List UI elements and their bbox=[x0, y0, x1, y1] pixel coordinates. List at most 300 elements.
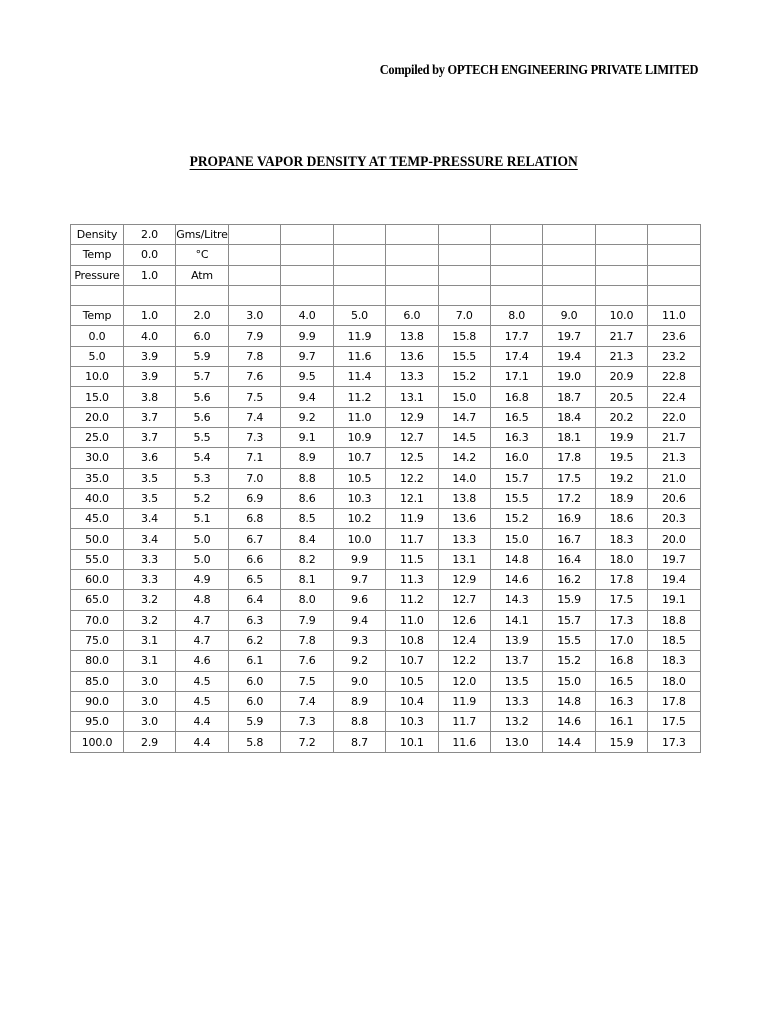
table-cell: 19.0 bbox=[543, 367, 595, 387]
table-cell: 8.0 bbox=[490, 306, 542, 326]
table-cell: Gms/Litre bbox=[176, 225, 229, 245]
table-cell bbox=[281, 225, 333, 245]
table-cell: 19.2 bbox=[595, 468, 647, 488]
blank-row bbox=[71, 285, 701, 305]
table-cell bbox=[281, 265, 333, 285]
table-cell bbox=[333, 285, 385, 305]
table-cell: 9.2 bbox=[333, 651, 385, 671]
table-cell: 14.2 bbox=[438, 448, 490, 468]
table-cell: 20.9 bbox=[595, 367, 647, 387]
table-cell: 11.7 bbox=[386, 529, 438, 549]
table-cell: 2.0 bbox=[176, 306, 229, 326]
density-table-body bbox=[71, 225, 701, 753]
table-cell bbox=[229, 285, 281, 305]
table-cell: 13.9 bbox=[490, 630, 542, 650]
table-row bbox=[71, 326, 701, 346]
table-cell: 13.1 bbox=[438, 549, 490, 569]
table-cell: 17.5 bbox=[648, 712, 700, 732]
table-cell: 7.5 bbox=[229, 387, 281, 407]
table-cell: 15.0 bbox=[543, 671, 595, 691]
table-cell: 6.0 bbox=[176, 326, 229, 346]
table-cell: 15.2 bbox=[543, 651, 595, 671]
table-cell: 18.8 bbox=[648, 610, 700, 630]
table-cell: 3.6 bbox=[124, 448, 176, 468]
info-row bbox=[71, 225, 701, 245]
table-row bbox=[71, 367, 701, 387]
table-cell: 75.0 bbox=[71, 630, 124, 650]
table-row bbox=[71, 610, 701, 630]
table-cell: 11.7 bbox=[438, 712, 490, 732]
table-cell: 16.8 bbox=[595, 651, 647, 671]
table-cell: 17.4 bbox=[490, 346, 542, 366]
table-cell: 7.3 bbox=[229, 427, 281, 447]
table-cell: 10.9 bbox=[333, 427, 385, 447]
table-cell bbox=[490, 245, 542, 265]
table-cell: 10.8 bbox=[386, 630, 438, 650]
table-cell: 10.7 bbox=[386, 651, 438, 671]
table-cell: 17.8 bbox=[648, 691, 700, 711]
table-cell: 16.3 bbox=[490, 427, 542, 447]
table-cell: 11.0 bbox=[386, 610, 438, 630]
table-cell: 7.4 bbox=[281, 691, 333, 711]
table-cell: 15.5 bbox=[438, 346, 490, 366]
table-cell: 10.0 bbox=[333, 529, 385, 549]
table-cell bbox=[648, 285, 700, 305]
compiled-by-note: Compiled by OPTECH ENGINEERING PRIVATE LIMITED bbox=[379, 62, 698, 77]
table-cell: 3.0 bbox=[124, 691, 176, 711]
table-cell: 17.3 bbox=[595, 610, 647, 630]
table-cell: 11.6 bbox=[438, 732, 490, 752]
table-row bbox=[71, 346, 701, 366]
table-cell: 13.0 bbox=[490, 732, 542, 752]
table-cell bbox=[438, 225, 490, 245]
table-cell: 6.9 bbox=[229, 488, 281, 508]
table-cell: 3.9 bbox=[124, 346, 176, 366]
table-cell bbox=[543, 225, 595, 245]
table-cell bbox=[543, 285, 595, 305]
table-cell bbox=[71, 285, 124, 305]
table-cell bbox=[333, 225, 385, 245]
table-cell: 3.7 bbox=[124, 407, 176, 427]
table-cell: 17.1 bbox=[490, 367, 542, 387]
table-cell: 6.3 bbox=[229, 610, 281, 630]
table-cell: 9.0 bbox=[333, 671, 385, 691]
table-row bbox=[71, 651, 701, 671]
table-row bbox=[71, 590, 701, 610]
table-cell bbox=[490, 265, 542, 285]
table-cell: 15.0 bbox=[438, 387, 490, 407]
table-cell: 4.7 bbox=[176, 610, 229, 630]
table-cell: 23.6 bbox=[648, 326, 700, 346]
table-row bbox=[71, 529, 701, 549]
table-cell: 17.7 bbox=[490, 326, 542, 346]
table-cell: 21.0 bbox=[648, 468, 700, 488]
table-cell: 11.9 bbox=[438, 691, 490, 711]
table-cell: 9.5 bbox=[281, 367, 333, 387]
table-cell: 9.9 bbox=[281, 326, 333, 346]
table-cell: 3.8 bbox=[124, 387, 176, 407]
table-cell: 9.4 bbox=[333, 610, 385, 630]
table-cell: 80.0 bbox=[71, 651, 124, 671]
table-cell: 5.0 bbox=[333, 306, 385, 326]
table-cell bbox=[438, 265, 490, 285]
table-cell: 13.3 bbox=[490, 691, 542, 711]
table-cell: 5.7 bbox=[176, 367, 229, 387]
table-cell: 19.7 bbox=[543, 326, 595, 346]
table-cell: 4.0 bbox=[124, 326, 176, 346]
table-cell: 7.1 bbox=[229, 448, 281, 468]
table-cell: 12.2 bbox=[438, 651, 490, 671]
table-cell: 19.4 bbox=[648, 570, 700, 590]
table-cell: 9.0 bbox=[543, 306, 595, 326]
table-cell: 22.0 bbox=[648, 407, 700, 427]
table-cell: 15.7 bbox=[490, 468, 542, 488]
table-cell: 6.2 bbox=[229, 630, 281, 650]
table-cell: 8.8 bbox=[333, 712, 385, 732]
table-cell: 3.0 bbox=[124, 712, 176, 732]
table-cell: 6.4 bbox=[229, 590, 281, 610]
table-row bbox=[71, 407, 701, 427]
table-cell bbox=[386, 265, 438, 285]
table-cell: 12.9 bbox=[438, 570, 490, 590]
table-cell: 12.6 bbox=[438, 610, 490, 630]
table-cell: Atm bbox=[176, 265, 229, 285]
table-cell: 8.6 bbox=[281, 488, 333, 508]
table-cell: 12.1 bbox=[386, 488, 438, 508]
table-cell: 15.5 bbox=[543, 630, 595, 650]
table-cell: 18.0 bbox=[648, 671, 700, 691]
table-cell: 14.8 bbox=[543, 691, 595, 711]
table-cell: 15.2 bbox=[490, 509, 542, 529]
table-row bbox=[71, 488, 701, 508]
table-cell: 14.3 bbox=[490, 590, 542, 610]
table-row bbox=[71, 509, 701, 529]
table-cell: 12.7 bbox=[386, 427, 438, 447]
table-cell: 17.8 bbox=[595, 570, 647, 590]
table-cell: 40.0 bbox=[71, 488, 124, 508]
table-row bbox=[71, 448, 701, 468]
table-cell: 65.0 bbox=[71, 590, 124, 610]
table-cell: 10.0 bbox=[595, 306, 647, 326]
table-cell: 15.8 bbox=[438, 326, 490, 346]
table-cell: 11.2 bbox=[333, 387, 385, 407]
table-cell: 3.2 bbox=[124, 590, 176, 610]
table-cell: 21.3 bbox=[648, 448, 700, 468]
table-cell: 11.3 bbox=[386, 570, 438, 590]
table-cell: 14.1 bbox=[490, 610, 542, 630]
table-cell: 12.2 bbox=[386, 468, 438, 488]
table-cell bbox=[490, 225, 542, 245]
table-cell: 11.9 bbox=[386, 509, 438, 529]
table-cell: 14.7 bbox=[438, 407, 490, 427]
table-cell: 4.6 bbox=[176, 651, 229, 671]
table-cell: 7.0 bbox=[438, 306, 490, 326]
table-cell bbox=[543, 245, 595, 265]
table-cell: 3.0 bbox=[229, 306, 281, 326]
table-cell: 17.2 bbox=[543, 488, 595, 508]
density-table bbox=[70, 224, 701, 753]
table-cell: 8.9 bbox=[281, 448, 333, 468]
table-row bbox=[71, 732, 701, 752]
table-cell: 8.1 bbox=[281, 570, 333, 590]
table-cell: 13.1 bbox=[386, 387, 438, 407]
table-cell: 9.6 bbox=[333, 590, 385, 610]
table-cell: 8.5 bbox=[281, 509, 333, 529]
table-cell bbox=[281, 285, 333, 305]
table-cell: 8.2 bbox=[281, 549, 333, 569]
table-cell: Density bbox=[71, 225, 124, 245]
table-cell: 3.7 bbox=[124, 427, 176, 447]
table-cell: 5.0 bbox=[176, 549, 229, 569]
table-cell: 6.6 bbox=[229, 549, 281, 569]
table-cell: 3.4 bbox=[124, 529, 176, 549]
table-cell: 70.0 bbox=[71, 610, 124, 630]
table-cell: 12.7 bbox=[438, 590, 490, 610]
table-cell: 13.6 bbox=[386, 346, 438, 366]
table-cell bbox=[648, 225, 700, 245]
table-cell: 18.6 bbox=[595, 509, 647, 529]
table-cell bbox=[490, 285, 542, 305]
table-cell: 3.3 bbox=[124, 549, 176, 569]
table-cell: 6.0 bbox=[229, 691, 281, 711]
table-cell: 15.2 bbox=[438, 367, 490, 387]
table-cell: 7.2 bbox=[281, 732, 333, 752]
table-cell bbox=[648, 265, 700, 285]
table-cell: 15.0 bbox=[71, 387, 124, 407]
table-cell: 100.0 bbox=[71, 732, 124, 752]
table-row bbox=[71, 387, 701, 407]
table-cell: 20.3 bbox=[648, 509, 700, 529]
table-cell: Pressure bbox=[71, 265, 124, 285]
table-cell: 16.5 bbox=[490, 407, 542, 427]
table-cell: 0.0 bbox=[124, 245, 176, 265]
table-cell: 12.4 bbox=[438, 630, 490, 650]
table-cell: 16.9 bbox=[543, 509, 595, 529]
table-row bbox=[71, 468, 701, 488]
table-cell: 13.8 bbox=[386, 326, 438, 346]
table-cell: 11.9 bbox=[333, 326, 385, 346]
table-cell: 10.1 bbox=[386, 732, 438, 752]
table-cell: 19.5 bbox=[595, 448, 647, 468]
table-cell: 9.3 bbox=[333, 630, 385, 650]
table-cell bbox=[229, 225, 281, 245]
table-cell bbox=[229, 265, 281, 285]
table-cell: 10.4 bbox=[386, 691, 438, 711]
table-cell: 6.0 bbox=[229, 671, 281, 691]
table-cell: 5.0 bbox=[71, 346, 124, 366]
table-cell: 14.6 bbox=[490, 570, 542, 590]
table-cell: 16.7 bbox=[543, 529, 595, 549]
table-cell: 10.5 bbox=[333, 468, 385, 488]
header-row bbox=[71, 306, 701, 326]
table-cell: 4.5 bbox=[176, 671, 229, 691]
table-cell: 2.0 bbox=[124, 225, 176, 245]
table-cell: 4.8 bbox=[176, 590, 229, 610]
table-cell: 3.2 bbox=[124, 610, 176, 630]
table-cell: 5.9 bbox=[176, 346, 229, 366]
table-cell: 20.0 bbox=[648, 529, 700, 549]
table-cell: 11.5 bbox=[386, 549, 438, 569]
table-cell bbox=[124, 285, 176, 305]
table-cell: 10.0 bbox=[71, 367, 124, 387]
table-cell: 8.4 bbox=[281, 529, 333, 549]
table-cell: 14.5 bbox=[438, 427, 490, 447]
table-cell: 2.9 bbox=[124, 732, 176, 752]
table-cell: 10.3 bbox=[386, 712, 438, 732]
table-cell: 85.0 bbox=[71, 671, 124, 691]
table-cell: 18.7 bbox=[543, 387, 595, 407]
table-cell: 14.6 bbox=[543, 712, 595, 732]
table-cell: 6.7 bbox=[229, 529, 281, 549]
table-cell: 55.0 bbox=[71, 549, 124, 569]
table-row bbox=[71, 570, 701, 590]
table-cell: 11.4 bbox=[333, 367, 385, 387]
table-cell: 16.2 bbox=[543, 570, 595, 590]
table-cell: 9.9 bbox=[333, 549, 385, 569]
table-cell: Temp bbox=[71, 245, 124, 265]
table-cell: 5.6 bbox=[176, 407, 229, 427]
table-cell: 3.1 bbox=[124, 651, 176, 671]
table-cell: 5.8 bbox=[229, 732, 281, 752]
table-cell: 25.0 bbox=[71, 427, 124, 447]
table-cell bbox=[333, 265, 385, 285]
table-cell: 8.0 bbox=[281, 590, 333, 610]
table-cell: 4.4 bbox=[176, 712, 229, 732]
table-cell: 13.3 bbox=[438, 529, 490, 549]
table-cell: 17.0 bbox=[595, 630, 647, 650]
table-cell bbox=[648, 245, 700, 265]
table-cell: 20.6 bbox=[648, 488, 700, 508]
table-cell: 15.7 bbox=[543, 610, 595, 630]
table-cell: 5.3 bbox=[176, 468, 229, 488]
info-row bbox=[71, 245, 701, 265]
table-cell: 16.0 bbox=[490, 448, 542, 468]
table-cell: 20.5 bbox=[595, 387, 647, 407]
table-cell: 9.7 bbox=[333, 570, 385, 590]
table-cell: 19.9 bbox=[595, 427, 647, 447]
table-cell: 15.0 bbox=[490, 529, 542, 549]
table-cell: 9.1 bbox=[281, 427, 333, 447]
table-cell: 30.0 bbox=[71, 448, 124, 468]
table-cell: 35.0 bbox=[71, 468, 124, 488]
table-cell bbox=[386, 245, 438, 265]
table-cell: 14.4 bbox=[543, 732, 595, 752]
table-cell: 17.8 bbox=[543, 448, 595, 468]
table-cell: 13.2 bbox=[490, 712, 542, 732]
table-cell: 16.8 bbox=[490, 387, 542, 407]
table-cell: 6.8 bbox=[229, 509, 281, 529]
table-cell: 20.0 bbox=[71, 407, 124, 427]
table-cell: 95.0 bbox=[71, 712, 124, 732]
table-cell: 3.1 bbox=[124, 630, 176, 650]
table-cell: 11.0 bbox=[648, 306, 700, 326]
table-cell bbox=[543, 265, 595, 285]
table-cell: 9.2 bbox=[281, 407, 333, 427]
table-cell: Temp bbox=[71, 306, 124, 326]
table-cell: 7.5 bbox=[281, 671, 333, 691]
table-row bbox=[71, 549, 701, 569]
table-cell: 12.5 bbox=[386, 448, 438, 468]
table-cell: 9.7 bbox=[281, 346, 333, 366]
table-cell: 5.5 bbox=[176, 427, 229, 447]
table-cell: 16.5 bbox=[595, 671, 647, 691]
table-cell bbox=[333, 245, 385, 265]
table-cell: 5.2 bbox=[176, 488, 229, 508]
table-cell: 16.3 bbox=[595, 691, 647, 711]
table-cell: 1.0 bbox=[124, 306, 176, 326]
table-cell: 15.9 bbox=[595, 732, 647, 752]
table-cell: 18.3 bbox=[648, 651, 700, 671]
table-cell: 19.7 bbox=[648, 549, 700, 569]
table-cell: 12.0 bbox=[438, 671, 490, 691]
table-cell bbox=[229, 245, 281, 265]
table-cell: 21.7 bbox=[648, 427, 700, 447]
table-cell bbox=[595, 285, 647, 305]
table-cell: 17.5 bbox=[595, 590, 647, 610]
table-cell: 22.8 bbox=[648, 367, 700, 387]
table-cell bbox=[595, 265, 647, 285]
table-cell: 18.3 bbox=[595, 529, 647, 549]
table-cell: 5.4 bbox=[176, 448, 229, 468]
table-row bbox=[71, 427, 701, 447]
table-cell: 13.3 bbox=[386, 367, 438, 387]
table-row bbox=[71, 671, 701, 691]
table-cell: 4.0 bbox=[281, 306, 333, 326]
table-cell: 5.6 bbox=[176, 387, 229, 407]
table-cell bbox=[438, 245, 490, 265]
page-title: PROPANE VAPOR DENSITY AT TEMP-PRESSURE RELATION bbox=[189, 154, 579, 170]
table-cell bbox=[176, 285, 229, 305]
table-cell: 18.4 bbox=[543, 407, 595, 427]
table-cell: 10.2 bbox=[333, 509, 385, 529]
table-cell: 9.4 bbox=[281, 387, 333, 407]
table-cell: 8.8 bbox=[281, 468, 333, 488]
table-cell: 90.0 bbox=[71, 691, 124, 711]
table-cell: 23.2 bbox=[648, 346, 700, 366]
table-cell: 19.4 bbox=[543, 346, 595, 366]
table-cell: 45.0 bbox=[71, 509, 124, 529]
table-cell: 15.9 bbox=[543, 590, 595, 610]
table-cell bbox=[438, 285, 490, 305]
page-title-wrapper bbox=[0, 154, 768, 171]
table-cell bbox=[595, 245, 647, 265]
table-cell bbox=[595, 225, 647, 245]
table-cell: 3.0 bbox=[124, 671, 176, 691]
table-cell: 12.9 bbox=[386, 407, 438, 427]
table-cell: 7.6 bbox=[281, 651, 333, 671]
table-row bbox=[71, 630, 701, 650]
table-cell: 5.1 bbox=[176, 509, 229, 529]
table-cell: 8.7 bbox=[333, 732, 385, 752]
table-cell: 19.1 bbox=[648, 590, 700, 610]
table-cell: 1.0 bbox=[124, 265, 176, 285]
table-cell: 10.5 bbox=[386, 671, 438, 691]
table-cell: 3.5 bbox=[124, 468, 176, 488]
table-cell: 3.9 bbox=[124, 367, 176, 387]
info-row bbox=[71, 265, 701, 285]
table-cell: 7.8 bbox=[281, 630, 333, 650]
table-cell: 14.0 bbox=[438, 468, 490, 488]
table-cell: 0.0 bbox=[71, 326, 124, 346]
table-cell: 3.3 bbox=[124, 570, 176, 590]
table-cell: 15.5 bbox=[490, 488, 542, 508]
table-cell: 20.2 bbox=[595, 407, 647, 427]
table-cell: 11.6 bbox=[333, 346, 385, 366]
table-cell: 21.3 bbox=[595, 346, 647, 366]
table-cell: 16.1 bbox=[595, 712, 647, 732]
table-cell: 50.0 bbox=[71, 529, 124, 549]
table-cell bbox=[386, 225, 438, 245]
